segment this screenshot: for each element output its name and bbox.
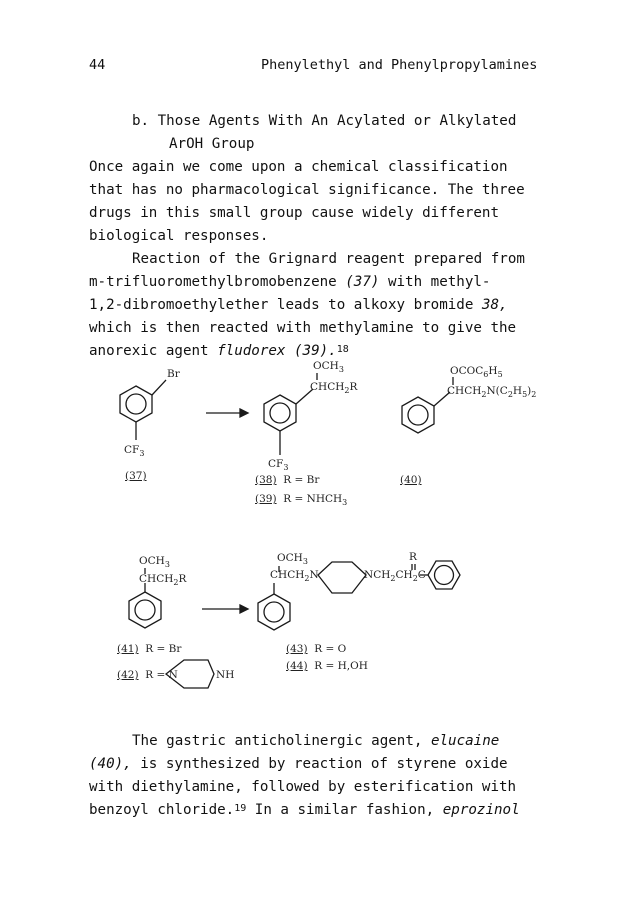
ring-41-inner xyxy=(135,600,155,620)
para1-line4: biological responses. xyxy=(89,228,269,244)
para3-line2: (40), is synthesized by reaction of styrene oxide xyxy=(89,756,508,772)
elucaine-name: elucaine xyxy=(430,733,500,749)
c43-och3: $OCH_3$ xyxy=(277,552,308,566)
arrow-1-head xyxy=(240,409,248,417)
c39-label: (39) xyxy=(255,493,277,505)
c43-r: R xyxy=(409,551,417,563)
para2-line1: Reaction of the Grignard reagent prepared from xyxy=(132,251,525,267)
ring-40-inner xyxy=(408,405,428,425)
para3-line3: with diethylamine, followed by esterification with xyxy=(89,779,517,795)
c42-label: (42) xyxy=(117,669,139,681)
c37-label: (37) xyxy=(125,470,147,482)
para2-line2-c: with methyl- xyxy=(379,274,491,290)
c42-r-def: R = N xyxy=(145,669,178,681)
ring-40 xyxy=(402,397,434,433)
para1-line2: that has no pharmacological significance. The three xyxy=(89,182,525,198)
c44-label: (44) xyxy=(286,660,308,672)
fludorex-name: fludorex (39). xyxy=(217,343,337,359)
para2-line3-a: 1,2-dibromoethylether leads to alkoxy bromide xyxy=(89,297,482,313)
page-number: 44 xyxy=(89,57,106,73)
c43-label: (43) xyxy=(286,643,308,655)
c41-r-def: R = Br xyxy=(145,643,182,655)
c43-chain: $CHCH_2N$ xyxy=(270,569,319,583)
c42-label-row xyxy=(117,669,178,681)
ring-43-phenyl-inner xyxy=(435,566,454,585)
c40-ester: $OCOC_6H_5$ xyxy=(450,365,503,379)
ring-38-inner xyxy=(270,403,290,423)
arrow-2-head xyxy=(240,605,248,613)
c44-r-def: R = H,OH xyxy=(314,660,368,672)
c42-nh: NH xyxy=(216,669,235,681)
c41-label-row xyxy=(117,643,181,655)
footnote-ref-18: 18 xyxy=(336,344,349,355)
para1-line1: Once again we come upon a chemical classification xyxy=(89,159,508,175)
compound-ref-37: (37) xyxy=(345,274,380,290)
c38-label-row xyxy=(255,474,319,486)
c44-label-row xyxy=(286,660,368,672)
c43-r-def: R = O xyxy=(314,643,347,655)
c37-br: Br xyxy=(167,368,180,380)
ring-43 xyxy=(258,594,290,630)
section-heading-line1: b. Those Agents With An Acylated or Alkylated xyxy=(132,113,517,129)
c38-label: (38) xyxy=(255,474,277,486)
para3-line1: The gastric anticholinergic agent, elucaine xyxy=(132,733,500,749)
section-heading-line2: ArOH Group xyxy=(169,136,255,152)
c38-och3: $OCH_3$ xyxy=(313,360,344,374)
ring-38 xyxy=(264,395,296,431)
para2-line5-a: anorexic agent xyxy=(89,343,218,359)
eprozinol-name: eprozinol xyxy=(442,802,520,818)
c43-label-row xyxy=(286,643,346,655)
para2-line2-a: m-trifluoromethylbromobenzene xyxy=(89,274,346,290)
para2-line4: which is then reacted with methylamine to give the xyxy=(89,320,517,336)
c40-chain: $CHCH_2N(C_2H_5)_2$ xyxy=(447,385,537,399)
c38-r-def: R = Br xyxy=(283,474,320,486)
compound-ref-38: 38, xyxy=(481,297,508,313)
ring-43-inner xyxy=(264,602,284,622)
c38-chain: $CHCH_2R$ xyxy=(310,381,358,395)
ring-37 xyxy=(120,386,152,422)
ring-37-inner xyxy=(126,394,146,414)
c39-label-row: (39) $R = NHCH_3$ xyxy=(255,493,348,507)
para3-line4: benzoyl chloride.$^{19}$ In a similar fashion, eprozinol xyxy=(89,802,520,818)
running-title: Phenylethyl and Phenylpropylamines xyxy=(261,57,538,73)
c40-label: (40) xyxy=(400,474,422,486)
footnote-ref-19: 19 xyxy=(234,803,247,814)
c37-cf3: $CF_3$ xyxy=(124,444,145,458)
piperazine-43 xyxy=(318,562,366,593)
bond-37-br xyxy=(152,380,166,395)
c41-chain: $CHCH_2R$ xyxy=(139,573,187,587)
compound-ref-40: (40), xyxy=(89,756,132,772)
c41-och3: $OCH_3$ xyxy=(139,555,170,569)
c38-cf3: $CF_3$ xyxy=(268,458,289,472)
ring-41 xyxy=(129,592,161,628)
c41-label: (41) xyxy=(117,643,139,655)
c43-tail: $NCH_2CH_2C$ xyxy=(364,569,426,583)
para1-line3: drugs in this small group cause widely different xyxy=(89,205,499,221)
